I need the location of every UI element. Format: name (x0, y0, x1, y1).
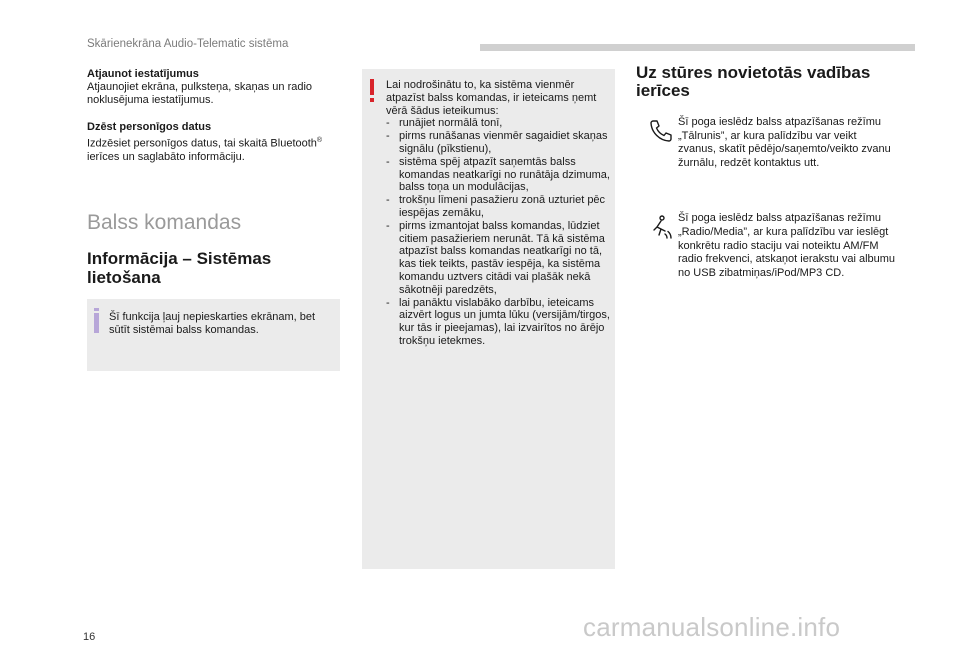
reset-settings-title: Atjaunot iestatījumus (87, 68, 199, 80)
voice-control (636, 212, 896, 280)
registered-mark: ® (316, 136, 323, 144)
watermark: carmanualsonline.info (583, 612, 841, 642)
delete-data-text-b: ierīces un saglabāto informāciju. (87, 150, 245, 163)
left-column (87, 68, 343, 287)
warning-box (362, 69, 615, 569)
delete-data-text (87, 134, 343, 164)
delete-data-title: Dzēst personīgos datus (87, 120, 212, 133)
phone-control (636, 116, 896, 170)
section-title: Balss komandas (87, 210, 242, 234)
info-box (87, 299, 340, 371)
page-number: 16 (83, 631, 96, 643)
voice-command-icon (648, 214, 674, 240)
list-item: - pirms izmantojat balss komandas, lūdziet citiem pasažieriem nerunāt. Tā kā sistēma atpazīst balss komandas neatkarīgi no tā, kas tiek teikts, pastāv iespēja, ka sistēma komandu uztvers citādi vai plašāk nekā sākotnēji paredzēts, (386, 219, 605, 296)
voice-control-text: Šī poga ieslēdz balss atpazīšanas režīmu „Radio/Media”, ar kura palīdzību var ieslēgt konkrētu radio staciju vai noteiktu AM/FM radio frekvenci, atskaņot ierakstu vai albumu no USB zibatmiņas/iPod/MP3 CD. (678, 212, 896, 279)
subheading: Informācija – Sistēmas lietošana (87, 248, 272, 287)
phone-control-text: Šī poga ieslēdz balss atpazīšanas režīmu „Tālrunis”, ar kura palīdzību var veikt zvanus, skatīt pēdējo/saņemto/veikto zvanu žurnālu, redzēt kontaktus utt. (678, 116, 891, 169)
list-item: - lai panāktu vislabāko darbību, ieteicams aizvērt logus un jumta lūku (versijām/tirgos, kur tās ir pieejamas), lai izvairītos no ārējo trokšņu ietekmes. (386, 296, 610, 347)
list-item: - sistēma spēj atpazīt saņemtās balss komandas neatkarīgi no runātāja dzimuma, balss toņa un modulācijas, (386, 155, 610, 194)
warning-intro: Lai nodrošinātu to, ka sistēma vienmēr atpazīst balss komandas, ir ieteicams ņemt vērā šādus ieteikumus: (386, 79, 597, 117)
right-column (636, 64, 896, 280)
list-item: - pirms runāšanas vienmēr sagaidiet skaņas signālu (pīkstienu), (386, 130, 608, 155)
header-title: Skārienekrāna Audio-Telematic sistēma (87, 38, 289, 50)
reset-settings-text: Atjaunojiet ekrāna, pulksteņa, skaņas un radio noklusējuma iestatījumus. (87, 81, 313, 107)
delete-data-text-a: Izdzēsiet personīgos datus, tai skaitā Bluetooth (87, 137, 317, 150)
list-item: - trokšņu līmeni pasažieru zonā uzturiet pēc iespējas zemāku, (386, 194, 606, 219)
warning-content (386, 79, 611, 348)
list-item: - runājiet normālā tonī, (386, 117, 503, 130)
phone-icon (648, 118, 674, 144)
info-text: Šī funkcija ļauj nepieskarties ekrānam, bet sūtīt sistēmai balss komandas. (109, 311, 316, 337)
header-rule (480, 44, 915, 51)
steering-controls-heading: Uz stūres novietotās vadības ierīces (636, 63, 871, 100)
